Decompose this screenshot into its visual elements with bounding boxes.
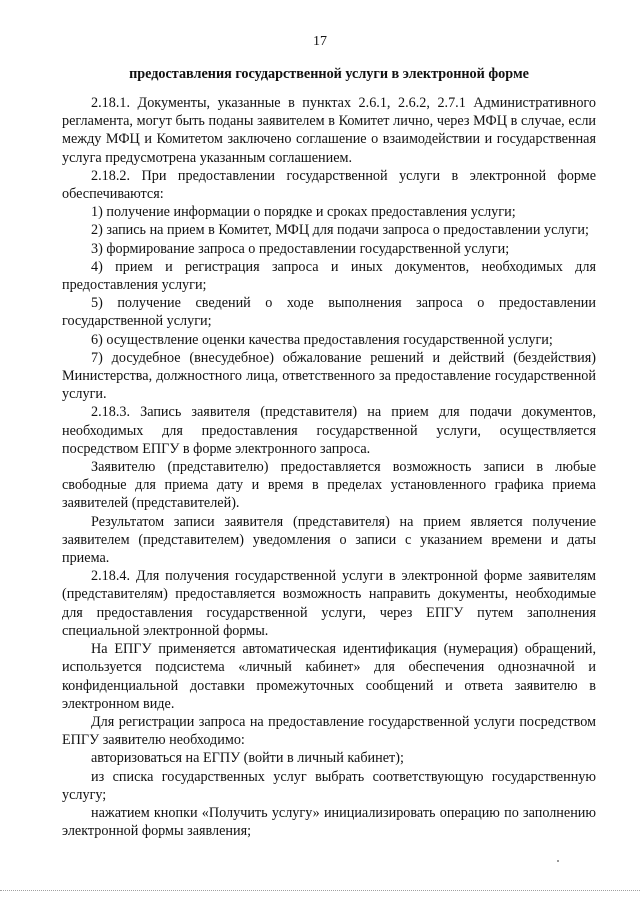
list-item-7: 7) досудебное (внесудебное) обжалование решений и действий (бездействия) Министерства, должностного лица, ответственного за предоставление государственной услуги.	[62, 349, 596, 403]
paragraph-2-18-4: 2.18.4. Для получения государственной услуги в электронной форме заявителям (представителям) предоставляется возможность направить документы, необходимые для предоставления государственной услуги, через ЕПГУ путем заполнения специальной электронной формы.	[62, 568, 596, 639]
list-item-4: 4) прием и регистрация запроса и иных документов, необходимых для предоставления услуги;	[62, 258, 596, 294]
document-body	[62, 94, 596, 840]
paragraph-2-18-2: 2.18.2. При предоставлении государственной услуги в электронной форме обеспечиваются:	[62, 167, 596, 203]
paragraph-booking-result: Результатом записи заявителя (представителя) на прием является получение заявителем (представителем) уведомления о записи с указанием времени и даты приема.	[62, 513, 596, 567]
paragraph-2-18-1: 2.18.1. Документы, указанные в пунктах 2.6.1, 2.6.2, 2.7.1 Административного регламента, могут быть поданы заявителем в Комитет лично, через МФЦ в случае, если между МФЦ и Комитетом заключено соглашение о взаимодействии и государственная услуга предусмотрена указанным соглашением.	[62, 95, 596, 166]
list-item-5: 5) получение сведений о ходе выполнения запроса о предоставлении государственной услуги;	[62, 295, 596, 330]
step-get-service-button: нажатием кнопки «Получить услугу» инициализировать операцию по заполнению электронной формы заявления;	[62, 804, 596, 840]
section-heading: предоставления государственной услуги в электронной форме	[129, 66, 529, 82]
step-authorize: авторизоваться на ЕГПУ (войти в личный кабинет);	[91, 750, 404, 767]
list-item-3: 3) формирование запроса о предоставлении государственной услуги;	[91, 240, 510, 257]
scan-edge-line	[0, 890, 640, 892]
list-item-2: 2) запись на прием в Комитет, МФЦ для подачи запроса о предоставлении услуги;	[91, 222, 589, 239]
paragraph-2-18-3: 2.18.3. Запись заявителя (представителя) на прием для подачи документов, необходимых для предоставления государственной услуги, осуществляется посредством ЕПГУ в форме электронного запроса.	[62, 404, 596, 457]
step-select-service: из списка государственных услуг выбрать соответствующую государственную услугу;	[62, 768, 596, 803]
paragraph-epgu-identification: На ЕПГУ применяется автоматическая идентификация (нумерация) обращений, используется подсистема «личный кабинет» для обеспечения однозначной и конфиденциальной доставки промежуточных сообщений и ответа заявителю в электронном виде.	[62, 641, 596, 712]
page-number: 17	[313, 34, 327, 49]
scan-speck	[557, 860, 559, 862]
list-item-6: 6) осуществление оценки качества предоставления государственной услуги;	[91, 331, 553, 348]
list-item-1: 1) получение информации о порядке и сроках предоставления услуги;	[91, 204, 516, 221]
paragraph-registration-requirements: Для регистрации запроса на предоставление государственной услуги посредством ЕПГУ заявителю необходимо:	[62, 713, 596, 749]
paragraph-booking-possibility: Заявителю (представителю) предоставляется возможность записи в любые свободные для приема дату и время в пределах установленного графика приема заявителей (представителей).	[62, 459, 596, 512]
